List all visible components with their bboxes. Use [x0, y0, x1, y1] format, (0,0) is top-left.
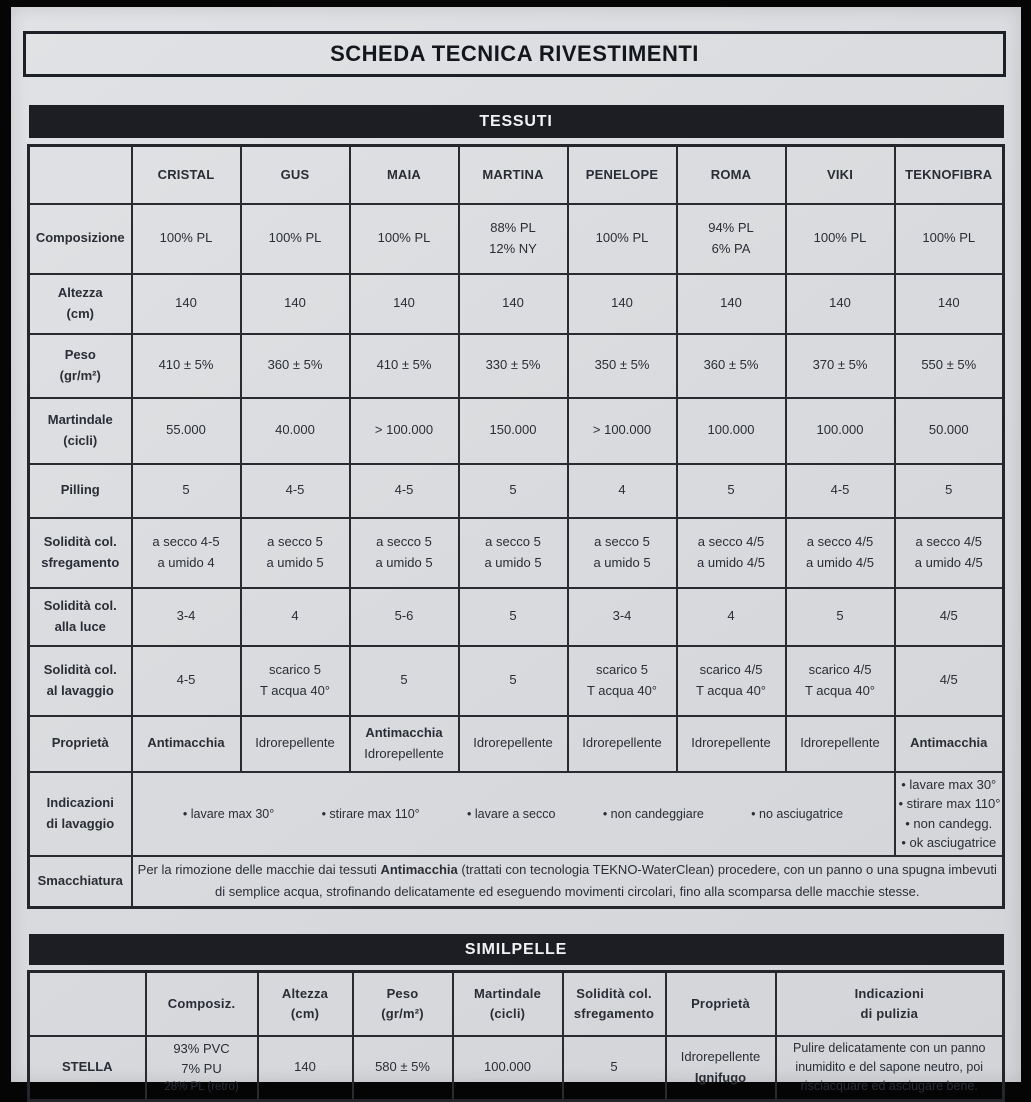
cell-line: 140 [294, 1059, 316, 1075]
table-row [29, 1036, 1004, 1101]
table-row [29, 518, 1004, 588]
cell-line: a secco 4/5 [915, 534, 982, 550]
cell-line: Smacchiatura [37, 873, 123, 889]
cell-line: 100% PL [377, 230, 431, 246]
table-cell [241, 398, 350, 464]
table-cell [895, 274, 1004, 334]
column-header [353, 972, 453, 1036]
cell-line: T acqua 40° [586, 682, 657, 698]
cell-line: 100% PL [268, 230, 322, 246]
cell-line: 4-5 [830, 482, 850, 498]
tessuti-banner [29, 105, 1004, 138]
cell-line: GUS [280, 166, 310, 182]
row-label [29, 716, 132, 772]
cell-line: 5 [509, 672, 517, 688]
cell-line: Antimacchia [147, 735, 225, 751]
table-cell [241, 204, 350, 274]
cell-line: 100% PL [159, 230, 213, 246]
cell-line: Idrorepellente [582, 735, 662, 751]
cell-line: (cm) [290, 1005, 320, 1021]
row-label [29, 588, 132, 646]
corner-cell [29, 146, 132, 204]
table-cell [132, 588, 241, 646]
cell-line: 100.000 [816, 422, 864, 438]
cell-line: 4 [618, 482, 626, 498]
cell-line: a umido 4/5 [914, 554, 983, 570]
table-cell [563, 1036, 666, 1101]
table-cell [132, 334, 241, 398]
table-cell [568, 204, 677, 274]
cell-line: Antimacchia [365, 725, 443, 741]
cell-line: 100% PL [922, 230, 976, 246]
cell-line: T acqua 40° [695, 682, 766, 698]
similpelle-table [27, 970, 1005, 1102]
cell-line: (cicli) [489, 1005, 526, 1021]
cell-line: 370 ± 5% [812, 357, 868, 373]
washing-instruction: • stirare max 110° [321, 806, 420, 821]
cell-line: 140 [829, 295, 851, 311]
cell-line: 140 [175, 295, 197, 311]
cell-line: VIKI [826, 166, 854, 182]
table-cell [786, 646, 895, 716]
column-header [258, 972, 353, 1036]
table-cell [241, 716, 350, 772]
table-cell [677, 334, 786, 398]
table-row [29, 646, 1004, 716]
table-cell [459, 398, 568, 464]
cell-line: Idrorepellente [364, 745, 444, 761]
cell-line: a umido 5 [593, 554, 651, 570]
cell-line: TEKNOFIBRA [905, 166, 993, 182]
washing-instructions-teknofibra-cell [895, 772, 1004, 856]
cell-line: a secco 4-5 [152, 534, 220, 550]
cell-line: Idrorepellente [255, 735, 335, 751]
cell-line: scarico 4/5 [699, 662, 763, 678]
cell-line: 5 [945, 482, 953, 498]
cell-line: a secco 5 [485, 534, 541, 550]
column-header [666, 972, 776, 1036]
table-cell [350, 334, 459, 398]
cell-line: Idrorepellente [800, 735, 880, 751]
cell-line: Composiz. [167, 995, 236, 1011]
table-cell [350, 464, 459, 518]
table-cell [895, 204, 1004, 274]
table-cell [786, 204, 895, 274]
cell-line: CRISTAL [157, 166, 215, 182]
table-cell [132, 204, 241, 274]
cell-line: 140 [937, 295, 960, 311]
row-label [29, 204, 132, 274]
cell-line: 410 ± 5% [376, 357, 432, 373]
table-cell [350, 274, 459, 334]
table-cell [786, 274, 895, 334]
column-header [786, 146, 895, 204]
row-label [29, 518, 132, 588]
table-cell [677, 398, 786, 464]
cell-line: sfregamento [41, 554, 120, 570]
stain-text-segment: Per la rimozione delle macchie dai tessuti [137, 861, 381, 877]
table-cell [241, 518, 350, 588]
table-cell [568, 716, 677, 772]
table-cell [786, 464, 895, 518]
cell-line: 5 [610, 1059, 618, 1075]
column-header [568, 146, 677, 204]
cell-line: Solidità col. [43, 662, 117, 678]
cell-line: 7% PU [181, 1060, 222, 1076]
table-cell [350, 398, 459, 464]
stain-text-segment: Antimacchia [380, 861, 458, 877]
cell-line: 5 [509, 608, 517, 624]
table-cell [895, 464, 1004, 518]
cell-line: a secco 4/5 [697, 534, 765, 550]
washing-instruction: • non candeggiare [602, 806, 704, 821]
table-cell [459, 716, 568, 772]
column-header [146, 972, 258, 1036]
washing-instructions-row [29, 772, 1004, 856]
washing-instruction: • lavare a secco [467, 806, 556, 821]
row-label [29, 772, 132, 856]
cell-line: 28% PL (retro) [164, 1080, 239, 1093]
paper-sheet [11, 7, 1021, 1094]
cell-line: ROMA [710, 166, 752, 182]
washing-instruction: • lavare max 30° [182, 806, 275, 821]
cell-line: 5 [182, 482, 190, 498]
table-cell [350, 588, 459, 646]
cell-line: Altezza [281, 985, 329, 1001]
table-cell [677, 204, 786, 274]
table-cell [459, 334, 568, 398]
cell-line: Pilling [60, 482, 100, 498]
cell-line: T acqua 40° [259, 682, 330, 698]
page-title-box [23, 31, 1006, 77]
table-cell [353, 1036, 453, 1101]
cell-line: 360 ± 5% [703, 357, 759, 373]
cell-line: T acqua 40° [804, 682, 875, 698]
cell-line: STELLA [61, 1059, 113, 1075]
cell-line: 4-5 [285, 482, 305, 498]
table-cell [786, 398, 895, 464]
table-cell [677, 464, 786, 518]
table-row [29, 398, 1004, 464]
cell-line: 6% PA [711, 240, 751, 256]
cell-line: a umido 5 [484, 554, 542, 570]
table-cell [241, 334, 350, 398]
cell-line: 3-4 [176, 608, 196, 624]
column-header [241, 146, 350, 204]
cell-line: Solidità col. [43, 534, 117, 550]
cell-line: a secco 5 [594, 534, 650, 550]
cell-line: (gr/m²) [381, 1005, 424, 1021]
cell-line: Peso [386, 985, 419, 1001]
washing-instructions-shared-cell [132, 772, 895, 856]
table-cell [132, 518, 241, 588]
cell-line: 100% PL [595, 230, 649, 246]
cell-line: 93% PVC [173, 1040, 230, 1056]
table-cell [459, 464, 568, 518]
cell-line: 4/5 [939, 608, 958, 624]
table-cell [350, 204, 459, 274]
similpelle-banner-label: SIMILPELLE [464, 940, 568, 958]
table-cell [350, 716, 459, 772]
washing-instruction: • stirare max 110° [898, 796, 1001, 811]
cell-line: 40.000 [275, 422, 315, 438]
cell-line: (cm) [66, 305, 94, 321]
table-cell [241, 588, 350, 646]
cell-line: 150.000 [489, 422, 537, 438]
row-label [29, 334, 132, 398]
cell-line: 350 ± 5% [594, 357, 650, 373]
row-label [29, 646, 132, 716]
cell-line: Peso [64, 347, 96, 363]
cell-line: 140 [720, 295, 742, 311]
tessuti-banner-label: TESSUTI [479, 112, 553, 130]
row-label [29, 856, 132, 908]
cell-line: 50.000 [928, 422, 969, 438]
column-header [563, 972, 666, 1036]
cell-line: a umido 4 [157, 554, 215, 570]
table-cell [132, 464, 241, 518]
stain-removal-row [29, 856, 1004, 908]
table-cell [146, 1036, 258, 1101]
corner-cell [29, 972, 146, 1036]
cell-line: Martindale [473, 985, 541, 1001]
tessuti-table [27, 144, 1005, 909]
cell-line: 5 [727, 482, 735, 498]
column-header [459, 146, 568, 204]
cell-line: Idrorepellente [680, 1049, 761, 1065]
cell-line: scarico 5 [268, 662, 322, 678]
table-cell [895, 716, 1004, 772]
cell-line: MARTINA [482, 166, 544, 182]
cell-line: 3-4 [612, 608, 632, 624]
cell-line: 5-6 [394, 608, 414, 624]
cell-line: 4-5 [176, 672, 196, 688]
table-cell [459, 274, 568, 334]
cell-line: scarico 4/5 [808, 662, 872, 678]
cell-line: Proprietà [51, 735, 109, 751]
cell-line: 5 [836, 608, 844, 624]
stain-text-segment: (trattati con tecnologia TEKNO-WaterClean) procedere, con un panno o una spugna imbevuti di semplice acqua, strofinando delicatamente ed eseguendo movimenti circolari, fino alla scomparsa delle macchie stesse. [214, 861, 997, 900]
table-cell [568, 334, 677, 398]
cell-line: 550 ± 5% [921, 357, 977, 373]
cell-line: MAIA [386, 166, 422, 182]
similpelle-banner [29, 934, 1004, 965]
table-cell [568, 464, 677, 518]
cell-line: Ignifugo [694, 1069, 747, 1085]
cell-line: Idrorepellente [473, 735, 553, 751]
cell-line: > 100.000 [374, 422, 434, 438]
table-cell [786, 588, 895, 646]
table-cell [677, 588, 786, 646]
cell-line: 100.000 [484, 1059, 531, 1075]
table-row [29, 588, 1004, 646]
cell-line: 4 [291, 608, 299, 624]
cell-line: Antimacchia [910, 735, 988, 751]
row-label [29, 464, 132, 518]
table-cell [132, 274, 241, 334]
table-cell [459, 518, 568, 588]
header-row [29, 146, 1004, 204]
cell-line: sfregamento [573, 1005, 655, 1021]
cell-line: 140 [393, 295, 415, 311]
table-cell [895, 334, 1004, 398]
cell-line: alla luce [54, 618, 106, 634]
table-cell [786, 518, 895, 588]
cell-line: 410 ± 5% [158, 357, 214, 373]
cell-line: Solidità col. [43, 598, 117, 614]
cell-line: 140 [611, 295, 633, 311]
table-cell [568, 646, 677, 716]
table-cell [786, 334, 895, 398]
cell-line: Proprietà [691, 995, 750, 1011]
cell-line: Altezza [57, 285, 103, 301]
cell-line: Idrorepellente [691, 735, 771, 751]
table-cell [895, 518, 1004, 588]
cell-line: a secco 5 [267, 534, 323, 550]
table-row [29, 334, 1004, 398]
cell-line: (cicli) [63, 432, 98, 448]
cell-line: 140 [502, 295, 524, 311]
cell-line: (gr/m²) [59, 367, 101, 383]
cell-line: 140 [284, 295, 306, 311]
page-title: SCHEDA TECNICA RIVESTIMENTI [330, 41, 699, 66]
cell-line: 94% PL [708, 220, 754, 236]
cell-line: a umido 4/5 [806, 554, 874, 570]
cell-line: 5 [400, 672, 408, 688]
table-row [29, 464, 1004, 518]
cell-line: Indicazioni [46, 795, 114, 811]
table-cell [568, 274, 677, 334]
washing-instruction: • no asciugatrice [751, 806, 844, 821]
table-cell [459, 646, 568, 716]
table-cell [895, 588, 1004, 646]
table-cell [568, 588, 677, 646]
table-cell [459, 588, 568, 646]
table-cell [677, 646, 786, 716]
cell-line: Solidità col. [576, 985, 652, 1001]
cell-line: 88% PL [490, 220, 536, 236]
table-cell [241, 464, 350, 518]
cell-line: 5 [509, 482, 517, 498]
table-cell [895, 646, 1004, 716]
washing-instruction: • ok asciugatrice [901, 835, 997, 850]
table-cell [132, 398, 241, 464]
stain-removal-text [132, 856, 1004, 908]
cell-line: 4 [727, 608, 735, 624]
cell-line: 12% NY [489, 240, 537, 256]
cell-line: a umido 5 [266, 554, 324, 570]
cell-line: 100% PL [813, 230, 867, 246]
cell-line: Composizione [35, 230, 125, 246]
cell-line: Pulire delicatamente con un panno inumidito e del sapone neutro, poi risciacquare ed asciugare bene. [793, 1040, 986, 1094]
row-label [29, 398, 132, 464]
column-header [895, 146, 1004, 204]
cell-line: 360 ± 5% [267, 357, 323, 373]
row-label [29, 1036, 146, 1101]
table-cell [895, 398, 1004, 464]
cell-line: di lavaggio [46, 815, 115, 831]
column-header [677, 146, 786, 204]
washing-instruction: • lavare max 30° [901, 776, 997, 792]
table-cell [677, 518, 786, 588]
table-cell [666, 1036, 776, 1101]
header-row [29, 972, 1004, 1036]
table-cell [568, 518, 677, 588]
cell-line: a secco 5 [376, 534, 432, 550]
table-cell [677, 716, 786, 772]
table-cell [459, 204, 568, 274]
cell-line: al lavaggio [46, 682, 114, 698]
cell-line: a umido 4/5 [697, 554, 765, 570]
table-row [29, 274, 1004, 334]
cell-line: 330 ± 5% [485, 357, 541, 373]
column-header [132, 146, 241, 204]
cell-line: a secco 4/5 [806, 534, 874, 550]
cell-line: a umido 5 [375, 554, 433, 570]
washing-instructions-list [136, 807, 891, 821]
cell-line: 4-5 [394, 482, 414, 498]
table-cell [453, 1036, 563, 1101]
cell-line: PENELOPE [585, 166, 659, 182]
washing-instruction: • non candegg. [905, 815, 993, 831]
table-row [29, 716, 1004, 772]
table-cell [677, 274, 786, 334]
cell-line: Indicazioni [854, 985, 924, 1001]
table-row [29, 204, 1004, 274]
table-cell [258, 1036, 353, 1101]
table-cell [776, 1036, 1004, 1101]
table-cell [350, 646, 459, 716]
table-cell [132, 646, 241, 716]
column-header [453, 972, 563, 1036]
cell-line: 100.000 [707, 422, 755, 438]
table-cell [241, 646, 350, 716]
table-cell [241, 274, 350, 334]
table-cell [568, 398, 677, 464]
cell-line: 4/5 [939, 672, 958, 688]
column-header [776, 972, 1004, 1036]
table-cell [350, 518, 459, 588]
table-cell [132, 716, 241, 772]
row-label [29, 274, 132, 334]
cell-line: 580 ± 5% [375, 1059, 430, 1075]
cell-line: scarico 5 [595, 662, 649, 678]
cell-line: 55.000 [166, 422, 206, 438]
cell-line: di pulizia [860, 1005, 919, 1021]
table-cell [786, 716, 895, 772]
column-header [350, 146, 459, 204]
cell-line: Martindale [47, 412, 113, 428]
cell-line: > 100.000 [592, 422, 652, 438]
